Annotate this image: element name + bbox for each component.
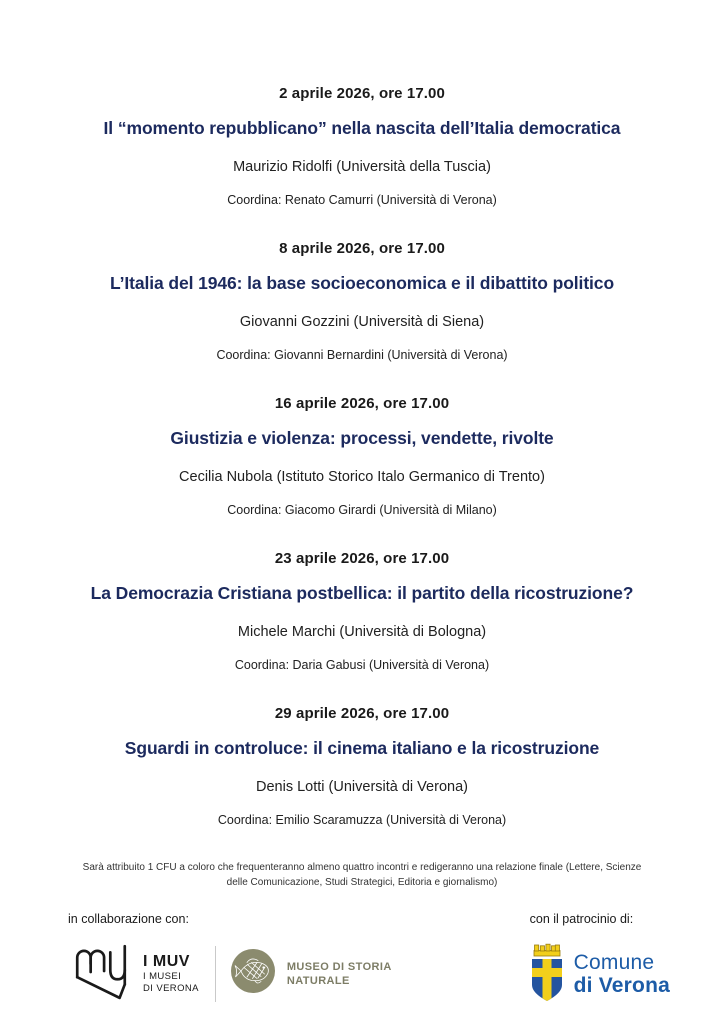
event-date: 2 aprile 2026, ore 17.00: [279, 85, 445, 102]
event-block: [0, 85, 724, 208]
event-coordinator: Coordina: Giovanni Bernardini (Università di Verona): [216, 348, 508, 362]
event-speaker: Denis Lotti (Università di Verona): [256, 779, 468, 795]
natural-history-museum-fish-icon: [230, 948, 276, 999]
museum-label-line1: MUSEO DI STORIA: [286, 960, 392, 973]
patronage-section: [530, 912, 670, 1007]
muv-logo-text: [143, 953, 199, 995]
event-block: [0, 240, 724, 363]
event-coordinator: Coordina: Daria Gabusi (Università di Verona): [234, 658, 490, 672]
event-title: Giustizia e violenza: processi, vendette, rivolte: [170, 428, 554, 448]
muv-title: I MUV: [143, 952, 190, 970]
museum-label-line2: NATURALE: [286, 974, 350, 987]
event-title: Sguardi in controluce: il cinema italiano e la ricostruzione: [124, 738, 600, 758]
event-date: 23 aprile 2026, ore 17.00: [274, 550, 450, 567]
event-block: [0, 550, 724, 673]
natural-history-museum-label: [287, 960, 392, 988]
event-coordinator: Coordina: Emilio Scaramuzza (Università di Verona): [217, 813, 507, 827]
event-coordinator: Coordina: Renato Camurri (Università di Verona): [227, 193, 497, 207]
comune-label-line1: Comune: [573, 950, 655, 974]
event-speaker: Cecilia Nubola (Istituto Storico Italo Germanico di Trento): [179, 469, 545, 485]
event-title: Il “momento repubblicano” nella nascita dell’Italia democratica: [103, 118, 621, 138]
event-date: 8 aprile 2026, ore 17.00: [279, 240, 445, 257]
event-block: [0, 705, 724, 828]
event-coordinator: Coordina: Giacomo Girardi (Università di Milano): [227, 503, 497, 517]
muv-subtitle2: DI VERONA: [143, 982, 199, 994]
event-speaker: Michele Marchi (Università di Bologna): [237, 624, 487, 640]
footer: [0, 912, 724, 1007]
comune-di-verona-crest-icon: [530, 940, 564, 1007]
patronage-logo: [530, 940, 670, 1007]
muv-subtitle1: I MUSEI: [143, 970, 182, 982]
comune-di-verona-label: [574, 951, 670, 997]
muv-logo-icon: [68, 940, 134, 1007]
patronage-label: con il patrocinio di:: [529, 912, 634, 926]
event-date: 16 aprile 2026, ore 17.00: [274, 395, 450, 412]
event-speaker: Maurizio Ridolfi (Università della Tuscia): [233, 159, 491, 175]
crown-icon: [534, 944, 560, 956]
event-title: La Democrazia Cristiana postbellica: il partito della ricostruzione?: [90, 583, 634, 603]
event-title: L’Italia del 1946: la base socioeconomica e il dibattito politico: [109, 273, 615, 293]
shield-icon: [532, 959, 562, 1001]
event-speaker: Giovanni Gozzini (Università di Siena): [239, 314, 485, 330]
logo-divider: [215, 946, 216, 1002]
collaboration-logos: [68, 940, 392, 1007]
event-date: 29 aprile 2026, ore 17.00: [274, 705, 450, 722]
event-block: [0, 395, 724, 518]
cfu-note: Sarà attribuito 1 CFU a coloro che frequenteranno almeno quattro incontri e redigeranno una relazione finale (Lettere, Scienze delle Comunicazione, Studi Strategici, Editoria e giornalismo): [82, 862, 642, 888]
comune-label-line2: di Verona: [573, 973, 670, 997]
collaboration-section: [68, 912, 392, 1007]
collaboration-label: in collaborazione con:: [68, 912, 189, 926]
